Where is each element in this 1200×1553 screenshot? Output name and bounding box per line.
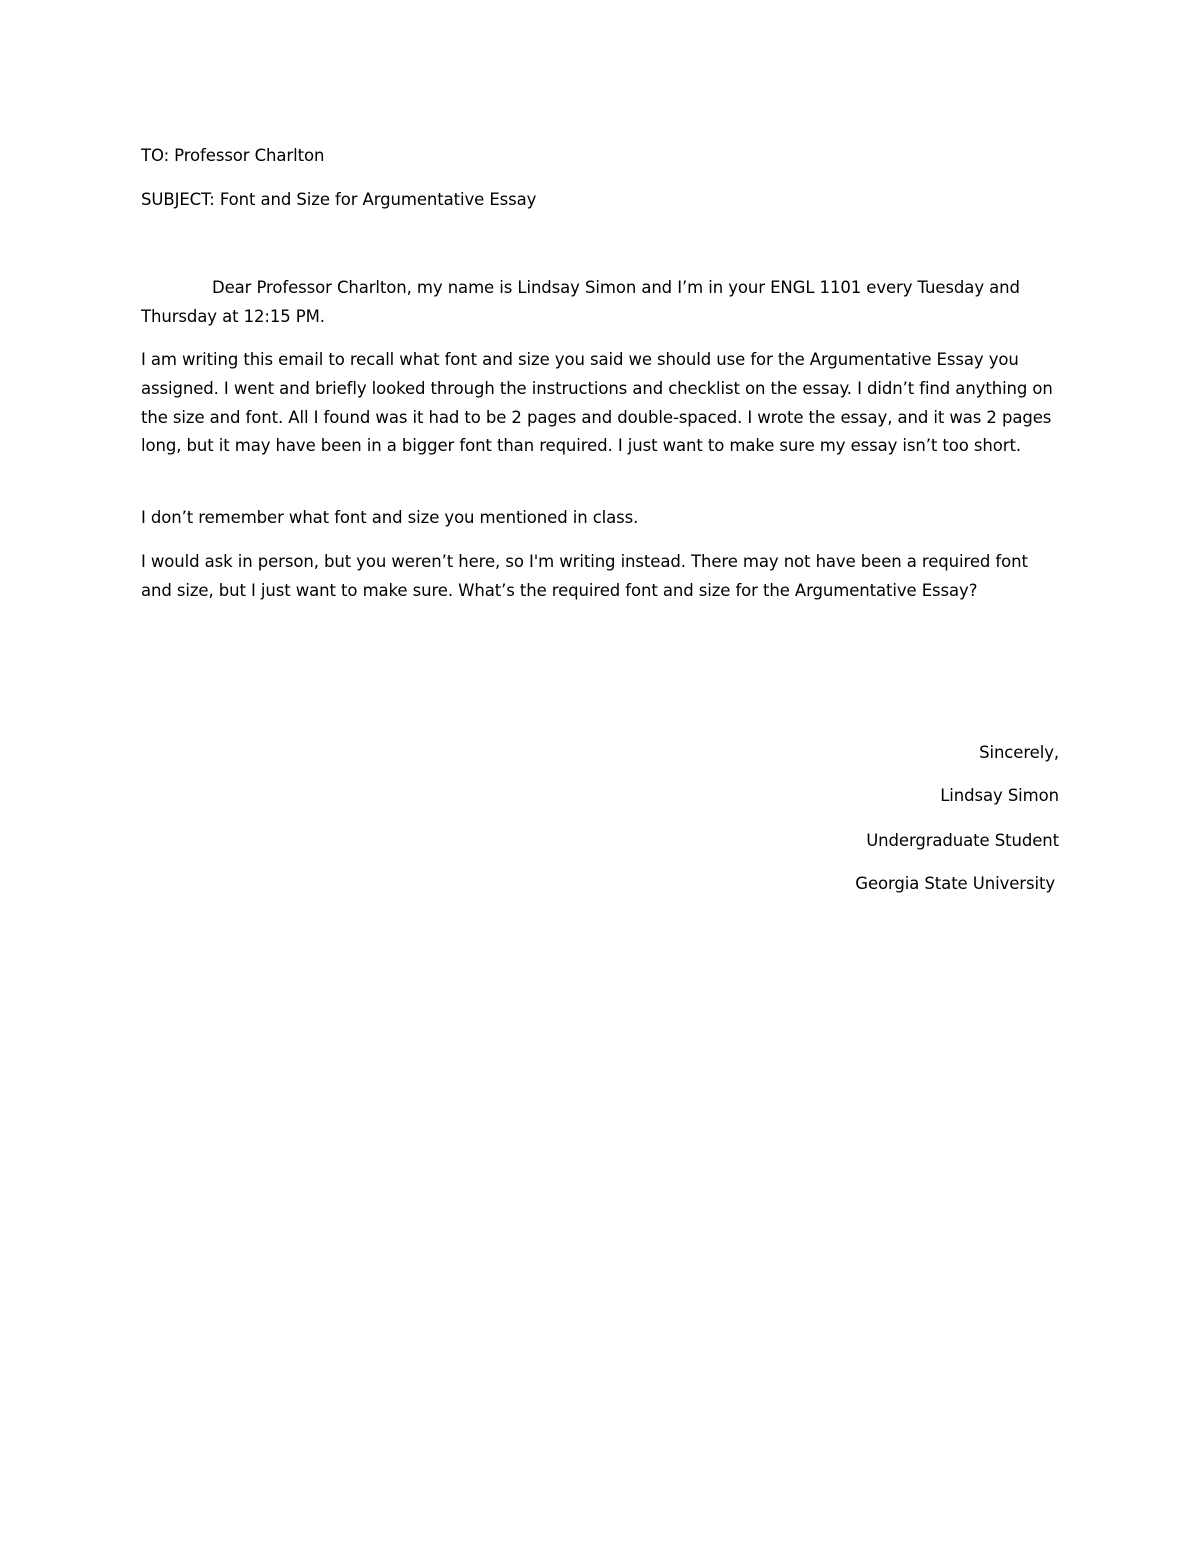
to-line: TO: Professor Charlton <box>141 146 325 165</box>
letter-body-3 <box>141 504 1061 533</box>
signature-closing: Sincerely, <box>979 743 1059 762</box>
body-paragraph-request: I am writing this email to recall what font and size you said we should use for the Argumentative Essay you assigned. I went and briefly looked through the instructions and checklist on the essay. I didn’t find anything on the size and font. All I found was it had to be 2 pages and double-spaced. I wrote the essay, and it was 2 pages long, but it may have been in a bigger font than required. I just want to make sure my essay isn’t too short. <box>141 350 1053 456</box>
body-paragraph-question: I would ask in person, but you weren’t here, so I'm writing instead. There may not have been a required font and size, but I just want to make sure. What’s the required font and size for the Argumentative Essay? <box>141 552 1028 600</box>
body-paragraph-memory: I don’t remember what font and size you mentioned in class. <box>141 508 639 527</box>
letter-body-4 <box>141 548 1061 606</box>
body-paragraph-greeting: Dear Professor Charlton, my name is Lindsay Simon and I’m in your ENGL 1101 every Tuesday and Thursday at 12:15 PM. <box>141 278 1020 326</box>
signature-title: Undergraduate Student <box>866 831 1059 850</box>
signature-name: Lindsay Simon <box>940 786 1059 805</box>
letter-body <box>141 274 1061 332</box>
signature-institution: Georgia State University <box>855 874 1055 893</box>
letter-body-2 <box>141 346 1061 461</box>
subject-line: SUBJECT: Font and Size for Argumentative Essay <box>141 190 537 209</box>
